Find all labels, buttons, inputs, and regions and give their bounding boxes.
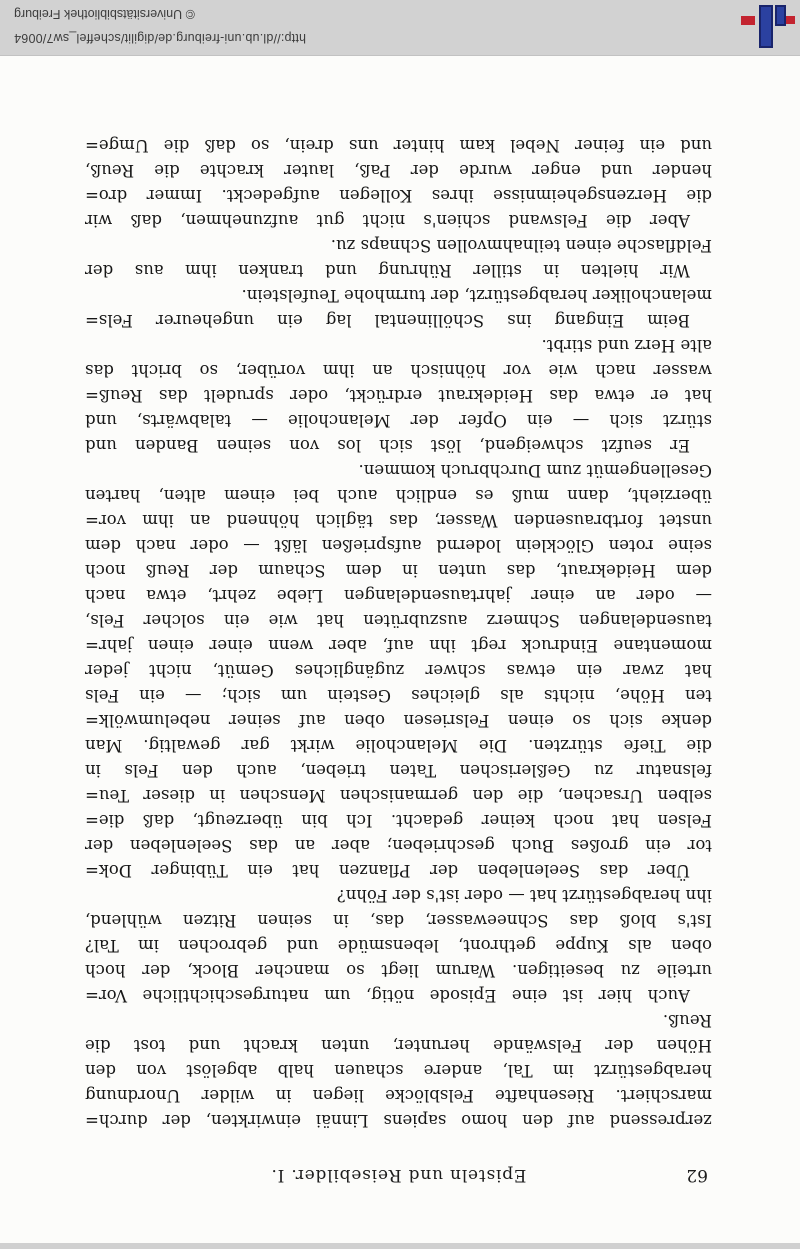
logo-blue-bar-short — [775, 5, 786, 26]
body-text-line: oben als Kuppe gethront, lebensmüde und gebrochen im Tal? — [85, 936, 712, 955]
body-text-line: Wir hielten in stiller Rührung und tranken ihm aus der — [85, 261, 690, 280]
ub-freiburg-logo-icon — [739, 2, 795, 50]
body-text-line: ten Höhe, nichts als gleiches Gestein um sich; — ein Fels — [85, 686, 712, 705]
body-text-line: Auch hier ist eine Episode nötig, um naturgeschichtliche Vor= — [85, 986, 690, 1005]
body-text-line: momentane Eindruck regt ihn auf, aber wenn einer einen jahr= — [85, 636, 712, 655]
body-text-line: stürzt sich — ein Opfer der Melancholie — talabwärts, und — [85, 411, 712, 430]
body-text-line: und ein feiner Nebel kam hinter uns drein, so daß die Umge= — [85, 136, 712, 155]
body-text-line: wasser nach wie vor höhnisch an ihm vorüber, so bricht das — [85, 361, 712, 380]
body-text-line: überzieht, dann muß es endlich auch bei einem alten, harten — [85, 486, 712, 505]
body-text-line: die Herzensgeheimnisse ihres Kollegen aufgedeckt. Immer dro= — [85, 186, 712, 205]
body-text-line: felsnatur zu Geßlerischen Taten trieben, auch den Fels in — [85, 761, 712, 780]
body-text-line: unstet fortbrausenden Wasser, das täglich höhnend an ihm vor= — [85, 511, 712, 530]
body-text-line: herabgestürzt im Tal, andere schauen halb abgelöst von den — [85, 1061, 712, 1080]
body-text-line: Höhen der Felswände herunter, unten kracht und tost die — [85, 1036, 712, 1055]
body-text-line: Aber die Felswand schien's nicht gut aufzunehmen, daß wir — [85, 211, 690, 230]
page-body-text — [85, 133, 712, 1133]
body-text-line: — oder an einer jahrtausendelangen Liebe zehrt, etwa nach — [85, 586, 712, 605]
body-text-line: Reuß. — [662, 1011, 712, 1030]
source-url-text: http://dl.ub.uni-freiburg.de/digilit/scheffel_sw7/0064 — [14, 31, 306, 45]
book-page-scan — [0, 55, 800, 1243]
logo-red-square-right — [741, 16, 755, 25]
copyright-text: © Universitätsbibliothek Freiburg — [14, 7, 195, 21]
body-text-line: marschiert. Riesenhafte Felsblöcke liegen in wilder Unordnung — [85, 1086, 712, 1105]
body-text-line: Über das Seelenleben der Pflanzen hat ein Tübinger Dok= — [85, 861, 690, 880]
logo-red-square-left — [786, 16, 795, 24]
body-text-line: hat er etwa das Heidekraut erdrückt, oder sprudelt das Reuß= — [85, 386, 712, 405]
scan-edge-strip — [0, 1242, 800, 1249]
body-text-line: Felsen hat noch keiner gedacht. Ich bin überzeugt, daß die= — [85, 811, 712, 830]
body-text-line: denke sich so einen Felsriesen oben auf seiner nebelumwölk= — [85, 711, 712, 730]
body-text-line: hender und enger wurde der Paß, lauter krachte die Reuß, — [85, 161, 712, 180]
body-text-line: Gesellengemüt zum Durchbruch kommen. — [358, 461, 712, 480]
body-text-line: urteile zu beseitigen. Warum liegt so mancher Block, der hoch — [85, 961, 712, 980]
body-text-line: hat zwar ein etwas schwer zugängliches Gemüt, nicht jeder — [85, 661, 712, 680]
body-text-line: Ist's bloß das Schneewasser, das, in seinen Ritzen wühlend, — [85, 911, 712, 930]
body-text-line: Er seufzt schweigend, löst sich los von seinen Banden und — [85, 436, 690, 455]
body-text-line: seine roten Glöcklein lodernd aufsprießen läßt — oder nach dem — [85, 536, 712, 555]
body-text-line: dem Heidekraut, das unten in dem Schaum der Reuß noch — [85, 561, 712, 580]
body-text-line: Feldflasche einen teilnahmvollen Schnaps zu. — [330, 236, 712, 255]
body-text-line: Beim Eingang ins Schöllinental lag ein ungeheurer Fels= — [85, 311, 690, 330]
body-text-line: zerpressend auf den homo sapiens Linnäi einwirkten, der durch= — [85, 1111, 712, 1130]
logo-blue-bar-tall — [759, 5, 773, 48]
body-text-line: tausendelangen Schmerz auszubrüten hat wie ein solcher Fels, — [85, 611, 712, 630]
body-text-line: selben Ursachen, die den germanischen Menschen in dieser Teu= — [85, 786, 712, 805]
viewer-footer-bar — [0, 0, 800, 56]
body-text-line: ihn herabgestürzt hat — oder ist's der Föhn? — [336, 886, 712, 905]
body-text-line: die Tiefe stürzten. Die Melancholie wirkt gar gewaltig. Man — [85, 736, 712, 755]
body-text-line: alte Herz und stirbt. — [541, 336, 712, 355]
running-title: Episteln und Reisebilder. I. — [270, 1165, 527, 1185]
body-text-line: melancholiker herabgestürzt, der turmhohe Teufelstein. — [241, 286, 712, 305]
page-number: 62 — [686, 1165, 708, 1185]
body-text-line: tor ein großes Buch geschrieben; aber an das Seelenleben der — [85, 836, 712, 855]
running-head — [85, 1157, 712, 1185]
viewer-stamp-text — [14, 7, 306, 45]
